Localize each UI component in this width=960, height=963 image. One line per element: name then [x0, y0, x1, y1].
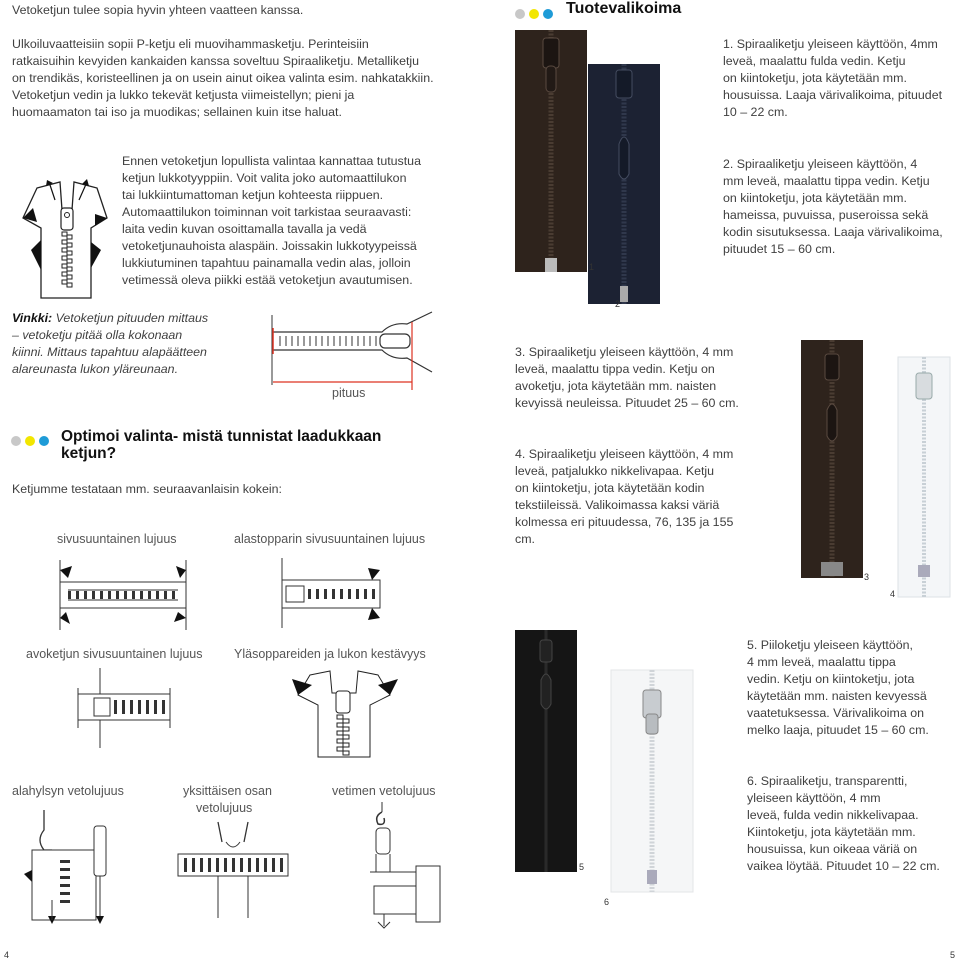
test-label-single-part-2: vetolujuus: [196, 801, 253, 815]
zipper-image-4: [898, 357, 950, 597]
grey-dot-icon: [11, 436, 21, 446]
right-page-number: 5: [950, 950, 956, 960]
top-stop-illustration: [290, 665, 400, 765]
tip-paragraph: Vinkki: Vetoketjun pituuden mittaus – vetoketju pitää olla kokonaan kiinni. Mittaus tapahtuu alapäätteen alareunasta lukon yläreunaan.: [12, 311, 209, 376]
image-number-3: 3: [864, 572, 870, 582]
yellow-dot-icon: [25, 436, 35, 446]
image-number-2: 2: [615, 299, 621, 309]
grey-dot-icon: [515, 9, 525, 19]
test-label-top-stop: Yläsoppareiden ja lukon kestävyys: [234, 647, 426, 661]
quality-heading: Optimoi valinta- mistä tunnistat laadukkaan ketjun?: [61, 428, 382, 462]
test-label-bottom-stopper: alastopparin sivusuuntainen lujuus: [234, 532, 426, 546]
tests-intro: Ketjumme testataan mm. seuraavanlaisin kokein:: [12, 482, 282, 496]
image-number-6: 6: [604, 897, 610, 907]
product-range-heading: Tuotevalikoima: [566, 0, 682, 17]
length-label: pituus: [332, 386, 366, 400]
product-3-description: 3. Spiraaliketju yleiseen käyttöön, 4 mm leveä, maalattu tippa vedin. Ketju on avoketju, jota käytetään mm. naisten kevyissä neuleissa. Pituudet 25 – 60 cm.: [515, 345, 739, 410]
single-part-illustration: [178, 822, 288, 922]
intro-paragraph: Ulkoiluvaatteisiin sopii P-ketju eli muovihammasketju. Perinteisiin ratkaisuihin kevyiden kankaiden kanssa soveltuu Spiraaliketju. Metalliketju on trendikäs, koristeellinen ja on usein ainut oikea valinta esim. nahkatakkiin. Vetoketjun vedin ja lukko tekevät ketjusta viimeistellyn; pieni ja huomaamaton tai iso ja muodikas; sellainen kuin itse haluat.: [12, 37, 434, 119]
zipper-image-5: [515, 630, 577, 872]
left-page-number: 4: [4, 950, 10, 960]
zipper-image-1: [515, 30, 587, 275]
length-measurement-illustration: [272, 310, 432, 390]
zipper-image-2: [588, 24, 660, 306]
test-label-side-strength: sivusuuntainen lujuus: [57, 532, 177, 546]
right-section-dots: [515, 5, 557, 23]
test-label-bottom-sleeve: alahylsyn vetolujuus: [12, 784, 124, 798]
product-6-description: 6. Spiraaliketju, transparentti, yleiseen käyttöön, 4 mm leveä, fulda vedin nikkelivapaa. Kiintoketju, jota käytetään mm. housuissa, kun oikeaa väriä on vaikea löytää. Pituudet 10 – 22 cm.: [747, 774, 940, 873]
side-strength-illustration: [58, 560, 188, 630]
slider-pull-illustration: [356, 802, 446, 932]
product-5-description: 5. Piiloketju yleiseen käyttöön, 4 mm leveä, maalattu tippa vedin. Ketju on kiintoketju, jota käytetään mm. naisten kevyessä vaatetuksessa. Värivalikoima on melko laaja, pituudet 15 – 60 cm.: [747, 638, 929, 737]
blue-dot-icon: [39, 436, 49, 446]
yellow-dot-icon: [529, 9, 539, 19]
product-2-description: 2. Spiraaliketju yleiseen käyttöön, 4 mm leveä, maalattu tippa vedin. Ketju on kiintoketju, jota käytetään mm. hameissa, puvuissa, puseroissa sekä kodin sisutuksessa. Laaja värivalikoima, pituudet 15 – 60 cm.: [723, 157, 943, 256]
open-end-illustration: [70, 668, 180, 748]
section-dots: [11, 432, 53, 450]
blue-dot-icon: [543, 9, 553, 19]
image-number-4: 4: [890, 589, 896, 599]
zipper-image-3: [801, 340, 863, 580]
zipper-lock-illustration: [15, 180, 115, 305]
product-1-description: 1. Spiraaliketju yleiseen käyttöön, 4mm leveä, maalattu fulda vedin. Ketju on kiintoketju, jota käytetään mm. housuissa. Laaja värivalikoima, pituudet 10 – 22 cm.: [723, 37, 943, 119]
bottom-sleeve-illustration: [22, 810, 112, 930]
image-number-1: 1: [589, 262, 595, 272]
intro-text: Vetoketjun tulee sopia hyvin yhteen vaatteen kanssa.: [12, 3, 304, 17]
product-4-description: 4. Spiraaliketju yleiseen käyttöön, 4 mm leveä, patjalukko nikkelivapaa. Ketju on kiintoketju, jota käytetään kodin tekstiileissä. Valikoimassa kaksi väriä kolmessa eri pituudessa, 76, 135 ja 155 cm.: [515, 447, 734, 546]
zipper-image-6: [611, 670, 693, 892]
bottom-stopper-illustration: [272, 558, 382, 628]
test-label-slider-pull: vetimen vetolujuus: [332, 784, 436, 798]
test-label-open-end: avoketjun sivusuuntainen lujuus: [26, 647, 203, 661]
image-number-5: 5: [579, 862, 585, 872]
test-label-single-part-1: yksittäisen osan: [183, 784, 272, 798]
lock-type-paragraph: Ennen vetoketjun lopullista valintaa kannattaa tutustua ketjun lukkotyyppiin. Voit valita joko automaattilukon tai lukkiintumattoman ketjun kohteesta riippuen. Automaattilukon toiminnan voit tarkistaa seuraavasti: laita vedin kuvan osoittamalla tavalla ja vedä vetoketjunauhoista alaspäin. Joissakin lukkotyypeissä lukkiutuminen tapahtuu painamalla vedin alas, jolloin vetimessä oleva piikki estää vetoketjun avautumisen.: [122, 154, 421, 287]
